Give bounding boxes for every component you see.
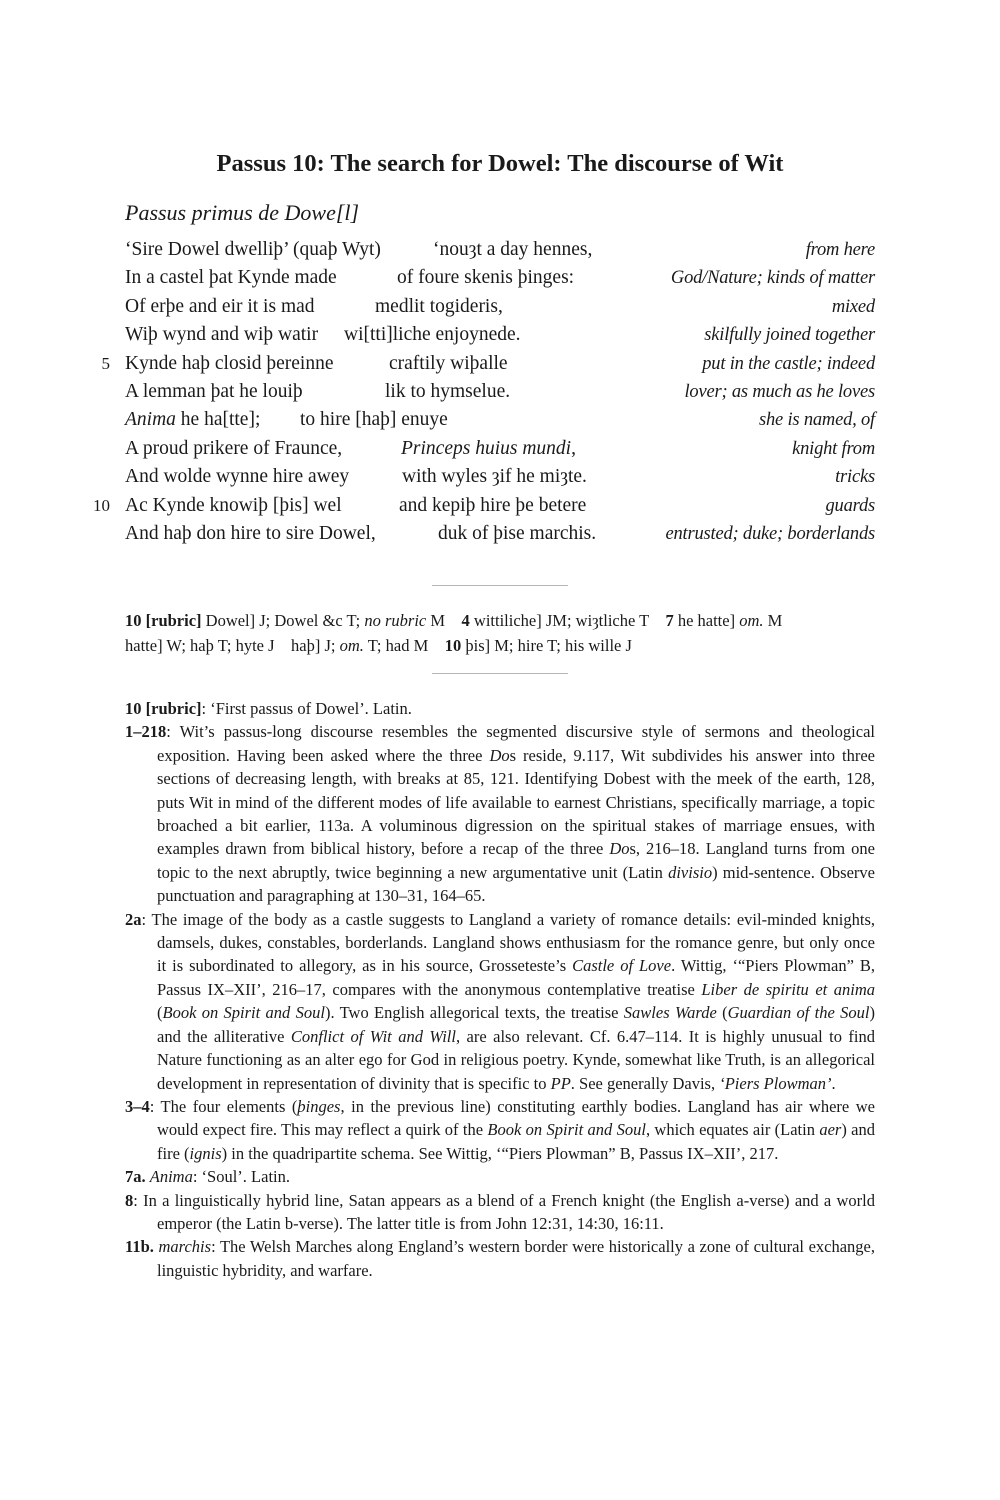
b-verse	[344, 321, 521, 349]
marginal-gloss: God/Nature; kinds of matter	[670, 268, 875, 289]
note-text: ) and fire (	[157, 1120, 880, 1163]
b-verse-text: medlit togideris,	[375, 295, 503, 317]
note-text: Dowel] J; Dowel &c T;	[201, 611, 365, 630]
marginal-gloss: skilfully joined together	[704, 325, 875, 346]
marginal-gloss: from here	[805, 240, 875, 260]
poem-line	[0, 293, 1000, 321]
note-text: .	[831, 1073, 836, 1093]
note-lemma: 8	[125, 1190, 134, 1210]
poem-line	[0, 406, 1000, 434]
a-verse-italic: Anima	[125, 409, 176, 431]
a-verse	[125, 293, 315, 321]
italic-text: divisio	[668, 862, 713, 882]
note-entry	[125, 908, 880, 1095]
italic-text: PP	[550, 1073, 571, 1093]
b-verse-text: craftily wiþalle	[389, 352, 508, 374]
marginal-gloss: put in the castle; indeed	[702, 353, 875, 374]
b-verse-text: ,	[571, 437, 576, 459]
note-text: : The four elements (	[149, 1096, 298, 1116]
marginal-gloss: lover; as much as he loves	[684, 381, 875, 402]
a-verse-text: ‘Sire Dowel dwelliþ’ (quaþ Wyt)	[125, 239, 381, 260]
note-text: : Wit’s passus-long discourse resembles the segmented discursive style of sermons and theological exposition. Having been asked where the three	[157, 722, 880, 765]
b-verse-text: lik to hymselue.	[385, 380, 511, 402]
a-verse	[125, 350, 333, 378]
note-text: ) mid-sentence. Observe punctuation and paragraphing at 130–31, 164–65.	[157, 862, 880, 906]
italic-text: Anima	[149, 1167, 193, 1187]
b-verse-text: and kepiþ hire þe betere	[399, 494, 587, 516]
b-verse-text: ‘nouȝt a day hennes,	[433, 239, 593, 260]
marginal-gloss: knight from	[792, 438, 875, 459]
italic-text: þinges	[297, 1096, 341, 1116]
note-text: . See generally Davis,	[570, 1073, 720, 1093]
italic-text: no rubric	[364, 611, 427, 630]
line-number: 10	[93, 495, 110, 515]
note-text: , which equates air (Latin	[645, 1120, 820, 1140]
b-verse-text: wi[tti]liche enjoynede.	[344, 324, 521, 346]
marginal-gloss: entrusted; duke; borderlands	[665, 523, 875, 544]
variants-line	[125, 608, 875, 633]
note-text: ) and the alliterative	[157, 1003, 880, 1046]
a-verse-text: And haþ don hire to sire Dowel,	[125, 522, 376, 544]
italic-text: Do	[609, 839, 630, 859]
note-lemma: 3–4	[125, 1096, 150, 1116]
note-lemma: 10 [rubric]	[125, 699, 202, 718]
note-lemma: 7a.	[125, 1167, 146, 1187]
italic-text: marchis	[158, 1237, 212, 1257]
b-verse	[397, 264, 574, 292]
italic-text: ignis	[189, 1143, 222, 1163]
a-verse	[125, 321, 318, 349]
note-text: : The image of the body as a castle suggests to Langland a variety of romance details: evil-minded knights, damsels, dukes, constables, borderlands. Langland shows enthusiasm for the romance genre, but only once it is subordinated to allegory, as in his source, Grosseteste’s	[141, 909, 880, 976]
note-text: : The Welsh Marches along England’s western border were historically a zone of cultural exchange, linguistic hybridity, and warfare.	[157, 1237, 880, 1280]
note-lemma: 2a	[125, 909, 142, 929]
note-text: , in the previous line) constituting earthly bodies. Langland has air where we would expect fire. This may reflect a quirk of the	[157, 1096, 880, 1140]
a-verse	[125, 378, 303, 406]
note-entry	[125, 1095, 880, 1165]
b-verse	[399, 492, 586, 520]
note-lemma: 11b.	[125, 1237, 154, 1257]
note-text: . Wittig, ‘“Piers Plowman” B, Passus IX–XII’, 216–17, compares with the anonymous contemplative treatise	[157, 956, 880, 999]
b-verse	[300, 406, 448, 434]
page-title: Passus 10: The search for Dowel: The discourse of Wit	[216, 150, 784, 177]
poem-line	[0, 463, 1000, 491]
note-text: M	[763, 611, 783, 630]
note-text: he hatte]	[673, 611, 740, 630]
note-text: þis] M; hire T; his wille J	[461, 636, 632, 655]
note-entry	[125, 1165, 875, 1188]
note-text: ) in the quadripartite schema. See Wittig, ‘“Piers Plowman” B, Passus IX–XII’, 217.	[221, 1143, 779, 1163]
a-verse-text: Kynde haþ closid þereinne	[125, 352, 334, 374]
poem-line	[0, 236, 1000, 264]
italic-text: om.	[739, 611, 764, 630]
b-verse	[385, 378, 510, 406]
italic-text: ‘Piers Plowman’	[719, 1073, 832, 1093]
poem-text	[0, 236, 1000, 548]
poem-line	[0, 520, 1000, 548]
note-entry	[125, 1235, 880, 1282]
a-verse	[125, 492, 342, 520]
note-text: ). Two English allegorical texts, the treatise	[324, 1003, 624, 1023]
b-verse-text: with wyles ȝif he miȝte.	[402, 466, 587, 488]
poem-line	[0, 492, 1000, 520]
poem-line	[0, 264, 1000, 292]
note-text: , are also relevant. Cf. 6.47–114. It is highly unusual to find Nature functioning as an alter ego for God in religious poetry. Kynde, somewhat like Truth, is an allegorical development in representation of divinity that is specific to	[157, 1026, 880, 1093]
explanatory-notes	[125, 697, 880, 1282]
italic-text: aer	[819, 1120, 842, 1140]
poem-line	[0, 350, 1000, 378]
note-text: hatte] W; haþ T; hyte J haþ] J;	[125, 636, 340, 655]
note-lemma: 10	[444, 636, 462, 655]
note-entry	[125, 1189, 880, 1236]
a-verse	[125, 520, 376, 548]
poem-line	[0, 435, 1000, 463]
note-text: : In a linguistically hybrid line, Satan appears as a blend of a French knight (the English a-verse) and a world emperor (the Latin b-verse). The latter title is from John 12:31, 14:30, 16:11.	[133, 1190, 880, 1233]
textual-variants	[125, 608, 875, 658]
note-entry	[125, 720, 880, 907]
note-text: s reside, 9.117, Wit subdivides his answer into three sections of decreasing length, with breaks at 85, 121. Identifying Dobest with the meek of the earth, 128, puts Wit in mind of the different modes of life available to earnest Christians, specifically marriage, a topic broached a bit earlier, 113a. A voluminous digression on the spiritual stakes of marriage ensues, with examples drawn from biblical history, before a recap of the three	[157, 745, 880, 859]
variants-line	[125, 633, 875, 658]
a-verse	[125, 435, 342, 463]
marginal-gloss: she is named, of	[758, 410, 875, 431]
b-verse-text: duk of þise marchis.	[438, 522, 597, 544]
a-verse-text: he ha[tte];	[175, 409, 261, 431]
italic-text: Castle of Love	[572, 956, 672, 976]
a-verse-text: In a castel þat Kynde made	[125, 267, 337, 289]
a-verse	[125, 406, 260, 434]
note-lemma: 10 [rubric]	[125, 611, 202, 630]
italic-text: Sawles Warde	[623, 1003, 717, 1023]
note-entry	[125, 697, 875, 720]
marginal-gloss: guards	[825, 495, 875, 516]
italic-text: Book on Spirit and Soul	[162, 1003, 325, 1023]
b-verse	[401, 435, 576, 463]
divider-rule	[432, 585, 568, 586]
b-verse	[438, 520, 596, 548]
b-verse-italic: Princeps huius mundi	[401, 437, 572, 459]
a-verse-text: A lemman þat he louiþ	[125, 380, 303, 402]
marginal-gloss: mixed	[831, 296, 875, 317]
b-verse-text: to hire [haþ] enuye	[300, 409, 448, 431]
italic-text: Conflict of Wit and Will	[290, 1026, 456, 1046]
line-number: 5	[101, 353, 110, 373]
note-text: (	[157, 979, 880, 1023]
italic-text: Guardian of the Soul	[727, 1003, 870, 1023]
a-verse-text: A proud prikere of Fraunce,	[125, 437, 343, 459]
note-lemma: 1–218	[125, 722, 167, 742]
note-text: s, 216–18. Langland turns from one topic to the next abruptly, twice beginning a new argumentative unit (Latin	[157, 839, 880, 882]
note-text: wittiliche] JM; wiȝtliche T	[469, 611, 666, 630]
note-text: T; had M	[363, 636, 445, 655]
italic-text: Do	[489, 745, 510, 765]
a-verse-text: Of erþe and eir it is mad	[125, 295, 315, 317]
note-text: M	[426, 611, 462, 630]
a-verse-text: Ac Kynde knowiþ [þis] wel	[125, 494, 342, 516]
poem-line	[0, 378, 1000, 406]
italic-text: om.	[339, 636, 364, 655]
a-verse	[125, 463, 349, 491]
a-verse	[125, 236, 381, 264]
b-verse	[402, 463, 587, 491]
poem-line	[0, 321, 1000, 349]
note-lemma: 7	[665, 611, 674, 630]
note-text: : ‘Soul’. Latin.	[192, 1167, 290, 1187]
b-verse	[375, 293, 503, 321]
note-lemma: 4	[461, 611, 470, 630]
a-verse-text: Wiþ wynd and wiþ watir	[125, 324, 319, 346]
note-text: (	[716, 1003, 728, 1023]
divider-rule	[432, 673, 568, 674]
a-verse-text: And wolde wynne hire awey	[125, 466, 350, 488]
note-text: : ‘First passus of Dowel’. Latin.	[201, 699, 412, 718]
marginal-gloss: tricks	[835, 467, 875, 488]
b-verse	[433, 236, 592, 264]
a-verse	[125, 264, 337, 292]
b-verse	[389, 350, 508, 378]
b-verse-text: of foure skenis þinges:	[397, 267, 575, 289]
italic-text: Book on Spirit and Soul	[487, 1120, 646, 1140]
italic-text: Liber de spiritu et anima	[701, 979, 875, 999]
passus-subtitle: Passus primus de Dowe[l]	[125, 200, 360, 225]
